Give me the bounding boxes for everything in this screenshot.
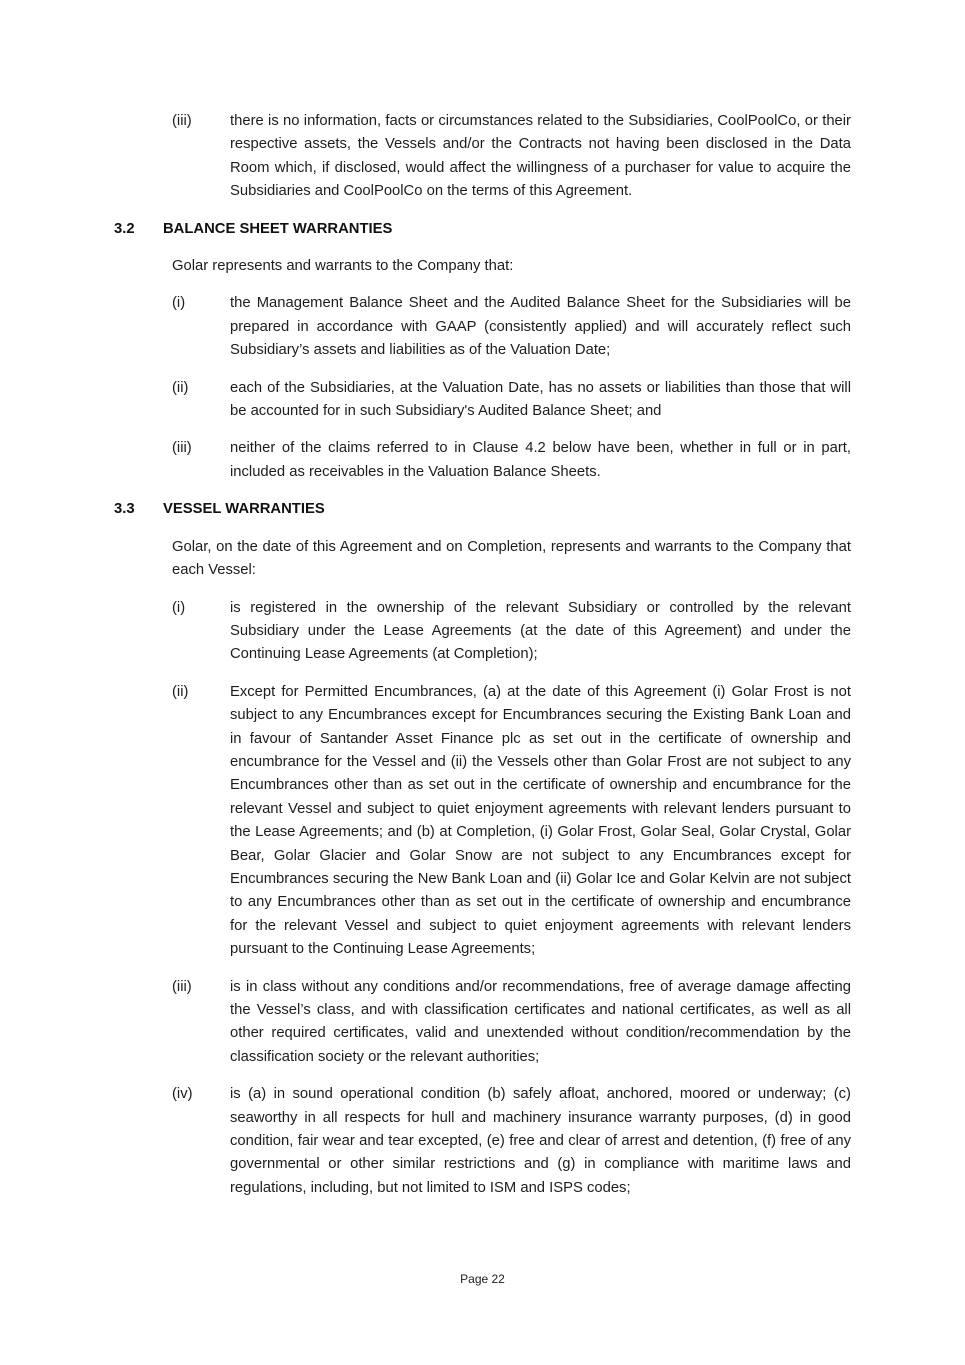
page-number: Page 22 (460, 1272, 505, 1286)
section-number: 3.2 (114, 220, 135, 237)
list-marker: (ii) (172, 683, 189, 700)
list-item (172, 681, 851, 962)
section-number: 3.3 (114, 501, 135, 518)
list-marker: (iii) (172, 440, 192, 457)
paragraph: Golar, on the date of this Agreement and on Completion, represents and warrants to the Company that each Vessel: (172, 538, 851, 579)
list-marker: (iv) (172, 1086, 193, 1103)
list-text: there is no information, facts or circumstances related to the Subsidiaries, CoolPoolCo, or their respective assets, the Vessels and/or the Contracts not having been disclosed in the Data Room which, if disclosed, would affect the willingness of a purchaser for value to acquire the Subsidiaries and CoolPoolCo on the terms of this Agreement. (230, 113, 851, 200)
list-item (172, 110, 851, 204)
section-heading (114, 498, 851, 521)
section-title: BALANCE SHEET WARRANTIES (163, 220, 393, 237)
section-title: VESSEL WARRANTIES (163, 501, 325, 518)
document-body (114, 110, 851, 1214)
section-heading (114, 218, 851, 241)
list-marker: (i) (172, 599, 186, 616)
paragraph: Golar represents and warrants to the Company that: (172, 258, 514, 275)
list-text: the Management Balance Sheet and the Audited Balance Sheet for the Subsidiaries will be prepared in accordance with GAAP (consistently applied) and will accurately reflect such Subsidiary’s assets and liabilities as of the Valuation Date; (230, 295, 851, 359)
list-item (172, 292, 851, 362)
list-text: is in class without any conditions and/or recommendations, free of average damage affecting the Vessel’s class, and with classification certificates and national certificates, as well as all other required certificates, valid and unextended without condition/recommendation by the classification society or the relevant authorities; (230, 978, 851, 1065)
page-footer (0, 1271, 965, 1287)
list-item (172, 377, 851, 424)
list-marker: (i) (172, 295, 186, 312)
list-item (172, 1083, 851, 1200)
list-item (172, 437, 851, 484)
list-text: Except for Permitted Encumbrances, (a) at the date of this Agreement (i) Golar Frost is not subject to any Encumbrances except for Encumbrances securing the Existing Bank Loan and in favour of Santander Asset Finance plc as set out in the certificate of ownership and encumbrance for the Vessel and (ii) the Vessels other than Golar Frost are not subject to any Encumbrances other than as set out in the certificate of ownership and encumbrance for the relevant Vessel and subject to quiet enjoyment agreements with relevant lenders pursuant to the Lease Agreements; and (b) at Completion, (i) Golar Frost, Golar Seal, Golar Crystal, Golar Bear, Golar Glacier and Golar Snow are not subject to any Encumbrances except for Encumbrances securing the New Bank Loan and (ii) Golar Ice and Golar Kelvin are not subject to any Encumbrances other than as set out in the certificate of ownership and encumbrance for the relevant Vessel and subject to quiet enjoyment agreements with relevant lenders pursuant to the Continuing Lease Agreements; (230, 683, 851, 958)
list-text: each of the Subsidiaries, at the Valuation Date, has no assets or liabilities than those that will be accounted for in such Subsidiary's Audited Balance Sheet; and (230, 379, 851, 420)
list-item (172, 597, 851, 667)
list-marker: (ii) (172, 379, 189, 396)
list-text: is registered in the ownership of the relevant Subsidiary or controlled by the relevant Subsidiary under the Lease Agreements (at the date of this Agreement) and under the Continuing Lease Agreements (at Completion); (230, 599, 851, 663)
list-text: is (a) in sound operational condition (b) safely afloat, anchored, moored or underway; (c) seaworthy in all respects for hull and machinery insurance warranty purposes, (d) in good condition, fair wear and tear excepted, (e) free and clear of arrest and detention, (f) free of any governmental or other similar restrictions and (g) in compliance with maritime laws and regulations, including, but not limited to ISM and ISPS codes; (230, 1086, 851, 1196)
list-marker: (iii) (172, 978, 192, 995)
list-marker: (iii) (172, 113, 192, 129)
list-text: neither of the claims referred to in Clause 4.2 below have been, whether in full or in part, included as receivables in the Valuation Balance Sheets. (230, 440, 851, 480)
list-item (172, 976, 851, 1070)
